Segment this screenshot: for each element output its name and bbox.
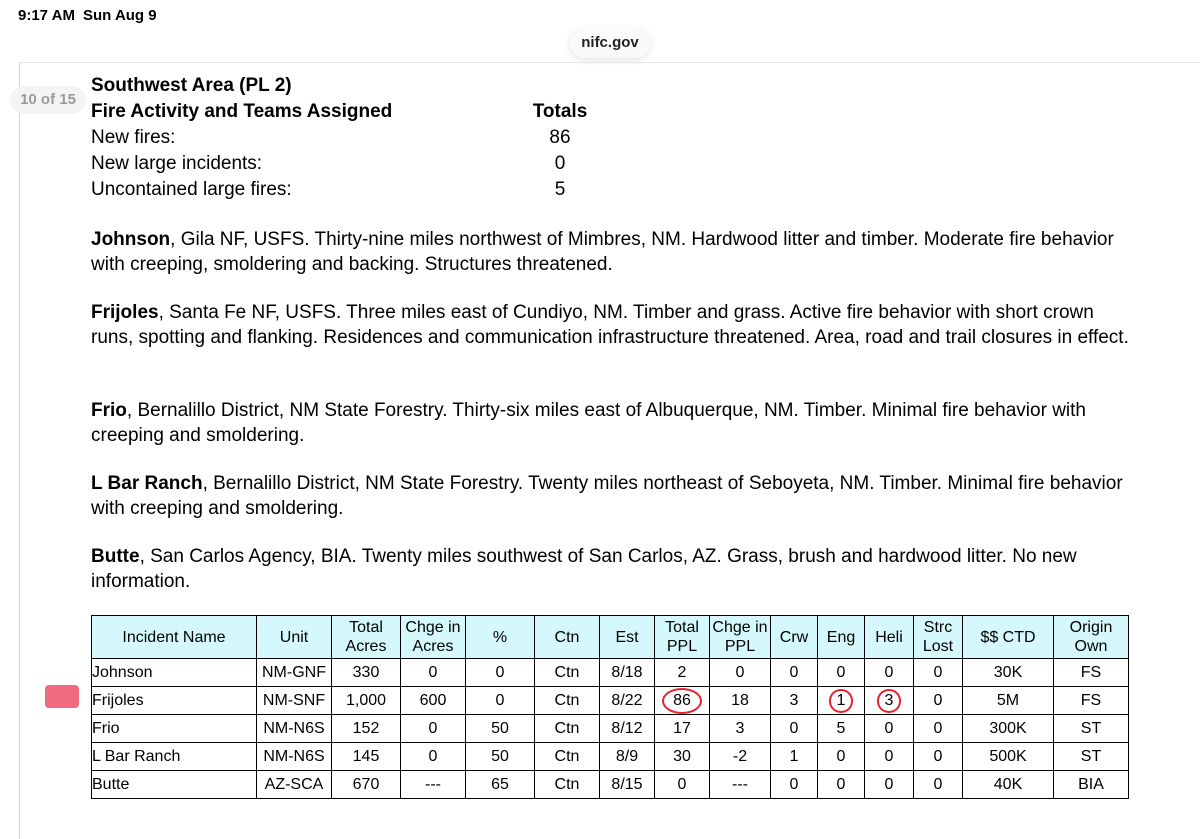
fire-text: , Santa Fe NF, USFS. Three miles east of Cundiyo, NM. Timber and grass. Active fire behavior with short crown runs, spotting and flanking. Residences and communication infrastructure threatened. Area, road and trail closures in effect. (91, 302, 1129, 348)
table-cell: 0 (771, 659, 818, 687)
table-cell: 5 (818, 715, 865, 743)
table-cell: NM-SNF (257, 687, 332, 715)
table-cell: 30K (963, 659, 1054, 687)
table-cell: FS (1054, 659, 1129, 687)
summary-value: 5 (554, 179, 566, 200)
col-incident-name: Incident Name (92, 616, 257, 659)
table-row (92, 771, 1129, 799)
fire-name: L Bar Ranch (91, 473, 203, 494)
table-cell: AZ-SCA (257, 771, 332, 799)
table-cell (655, 687, 710, 715)
table-row (92, 659, 1129, 687)
col-crw: Crw (771, 616, 818, 659)
table-cell: 8/15 (600, 771, 655, 799)
table-cell: NM-GNF (257, 659, 332, 687)
table-cell (865, 687, 914, 715)
table-cell: 0 (401, 715, 466, 743)
summary-row (91, 178, 1151, 204)
table-cell: 30 (655, 743, 710, 771)
page-top-edge (19, 62, 1200, 63)
col-unit: Unit (257, 616, 332, 659)
table-cell: --- (710, 771, 771, 799)
fire-description-frio (91, 399, 1141, 448)
table-cell: 0 (466, 687, 535, 715)
fire-text: , San Carlos Agency, BIA. Twenty miles southwest of San Carlos, AZ. Grass, brush and hardwood litter. No new information. (91, 546, 1077, 592)
table-cell: 0 (818, 659, 865, 687)
circled-value: 3 (877, 689, 902, 713)
table-cell: Johnson (92, 659, 257, 687)
page-counter: 10 of 15 (10, 86, 86, 114)
status-date: Sun Aug 9 (83, 7, 157, 24)
table-cell: L Bar Ranch (92, 743, 257, 771)
url-bar[interactable]: nifc.gov (570, 28, 650, 58)
col-heli: Heli (865, 616, 914, 659)
table-cell: 1,000 (332, 687, 401, 715)
table-cell: NM-N6S (257, 743, 332, 771)
col-strc-lost: Strc Lost (914, 616, 963, 659)
table-cell: Ctn (535, 659, 600, 687)
table-cell: 0 (401, 659, 466, 687)
table-cell: 0 (914, 659, 963, 687)
col-origin-own: Origin Own (1054, 616, 1129, 659)
table-cell: 0 (865, 715, 914, 743)
table-cell: 8/22 (600, 687, 655, 715)
table-cell: 0 (914, 771, 963, 799)
table-cell: 0 (865, 743, 914, 771)
table-cell: Frio (92, 715, 257, 743)
table-cell: 3 (771, 687, 818, 715)
table-cell: -2 (710, 743, 771, 771)
summary-row (91, 126, 1151, 152)
fire-description-butte (91, 545, 1141, 594)
table-cell (818, 687, 865, 715)
table-row (92, 687, 1129, 715)
fire-text: , Gila NF, USFS. Thirty-nine miles northwest of Mimbres, NM. Hardwood litter and timber. Moderate fire behavior with creeping, smoldering and backing. Structures threatened. (91, 229, 1114, 275)
table-header-row (92, 616, 1129, 659)
page-edge (19, 62, 20, 839)
table-cell: 0 (914, 743, 963, 771)
table-cell: 0 (865, 771, 914, 799)
table-cell: 0 (771, 771, 818, 799)
circled-value: 86 (662, 688, 702, 714)
totals-label: Totals (532, 101, 588, 122)
table-cell: 3 (710, 715, 771, 743)
table-cell: ST (1054, 715, 1129, 743)
summary-row (91, 152, 1151, 178)
summary-value: 0 (554, 153, 566, 174)
table-cell: 500K (963, 743, 1054, 771)
table-cell: 145 (332, 743, 401, 771)
area-title: Southwest Area (PL 2) (91, 75, 292, 96)
table-cell: 0 (401, 743, 466, 771)
fire-name: Butte (91, 546, 140, 567)
table-cell: 18 (710, 687, 771, 715)
table-cell: ST (1054, 743, 1129, 771)
status-time: 9:17 AM (18, 7, 75, 24)
incidents-table (91, 615, 1129, 799)
fire-text: , Bernalillo District, NM State Forestry. Twenty miles northeast of Seboyeta, NM. Timber. Minimal fire behavior with creeping and smoldering. (91, 473, 1123, 519)
col-total-ppl: Total PPL (655, 616, 710, 659)
table-cell: BIA (1054, 771, 1129, 799)
fire-name: Johnson (91, 229, 171, 250)
table-cell: 670 (332, 771, 401, 799)
col-total-acres: Total Acres (332, 616, 401, 659)
table-cell: 5M (963, 687, 1054, 715)
table-row (92, 715, 1129, 743)
table-cell: 2 (655, 659, 710, 687)
fire-text: , Bernalillo District, NM State Forestry. Thirty-six miles east of Albuquerque, NM. Timber. Minimal fire behavior with creeping and smoldering. (91, 400, 1086, 446)
table-cell: 0 (818, 743, 865, 771)
table-cell: 0 (818, 771, 865, 799)
circled-value: 1 (829, 689, 854, 713)
table-cell: FS (1054, 687, 1129, 715)
col-percent: % (466, 616, 535, 659)
table-cell: 50 (466, 743, 535, 771)
table-cell: Ctn (535, 743, 600, 771)
table-cell: 600 (401, 687, 466, 715)
highlight-mark (45, 685, 79, 708)
table-cell: 0 (655, 771, 710, 799)
fire-description-frijoles (91, 301, 1141, 350)
col-chge-acres: Chge in Acres (401, 616, 466, 659)
summary-label: New fires: (91, 127, 176, 148)
table-cell: 40K (963, 771, 1054, 799)
col-ctn: Ctn (535, 616, 600, 659)
table-cell: 0 (865, 659, 914, 687)
table-cell: 152 (332, 715, 401, 743)
table-body (92, 659, 1129, 799)
col-eng: Eng (818, 616, 865, 659)
table-cell: 0 (466, 659, 535, 687)
table-cell: --- (401, 771, 466, 799)
table-cell: 0 (710, 659, 771, 687)
col-est: Est (600, 616, 655, 659)
table-cell: 330 (332, 659, 401, 687)
summary-value: 86 (549, 127, 571, 148)
table-cell: Butte (92, 771, 257, 799)
summary-heading: Fire Activity and Teams Assigned (91, 101, 393, 122)
table-cell: NM-N6S (257, 715, 332, 743)
table-cell: 50 (466, 715, 535, 743)
table-cell: 0 (771, 715, 818, 743)
col-ctd: $$ CTD (963, 616, 1054, 659)
table-cell: 1 (771, 743, 818, 771)
table-cell: Frijoles (92, 687, 257, 715)
summary-label: New large incidents: (91, 153, 263, 174)
fire-description-johnson (91, 228, 1141, 277)
table-cell: 8/12 (600, 715, 655, 743)
table-cell: 8/9 (600, 743, 655, 771)
fire-name: Frio (91, 400, 127, 421)
summary-heading-row (91, 100, 1151, 126)
col-chge-ppl: Chge in PPL (710, 616, 771, 659)
table-cell: Ctn (535, 771, 600, 799)
table-cell: 8/18 (600, 659, 655, 687)
fire-description-l-bar-ranch (91, 472, 1141, 521)
summary-label: Uncontained large fires: (91, 179, 292, 200)
table-row (92, 743, 1129, 771)
table-cell: 0 (914, 687, 963, 715)
table-cell: 300K (963, 715, 1054, 743)
table-cell: 17 (655, 715, 710, 743)
table-cell: Ctn (535, 715, 600, 743)
summary-block (91, 74, 1151, 204)
table-cell: Ctn (535, 687, 600, 715)
fire-name: Frijoles (91, 302, 159, 323)
table-cell: 0 (914, 715, 963, 743)
table-cell: 65 (466, 771, 535, 799)
